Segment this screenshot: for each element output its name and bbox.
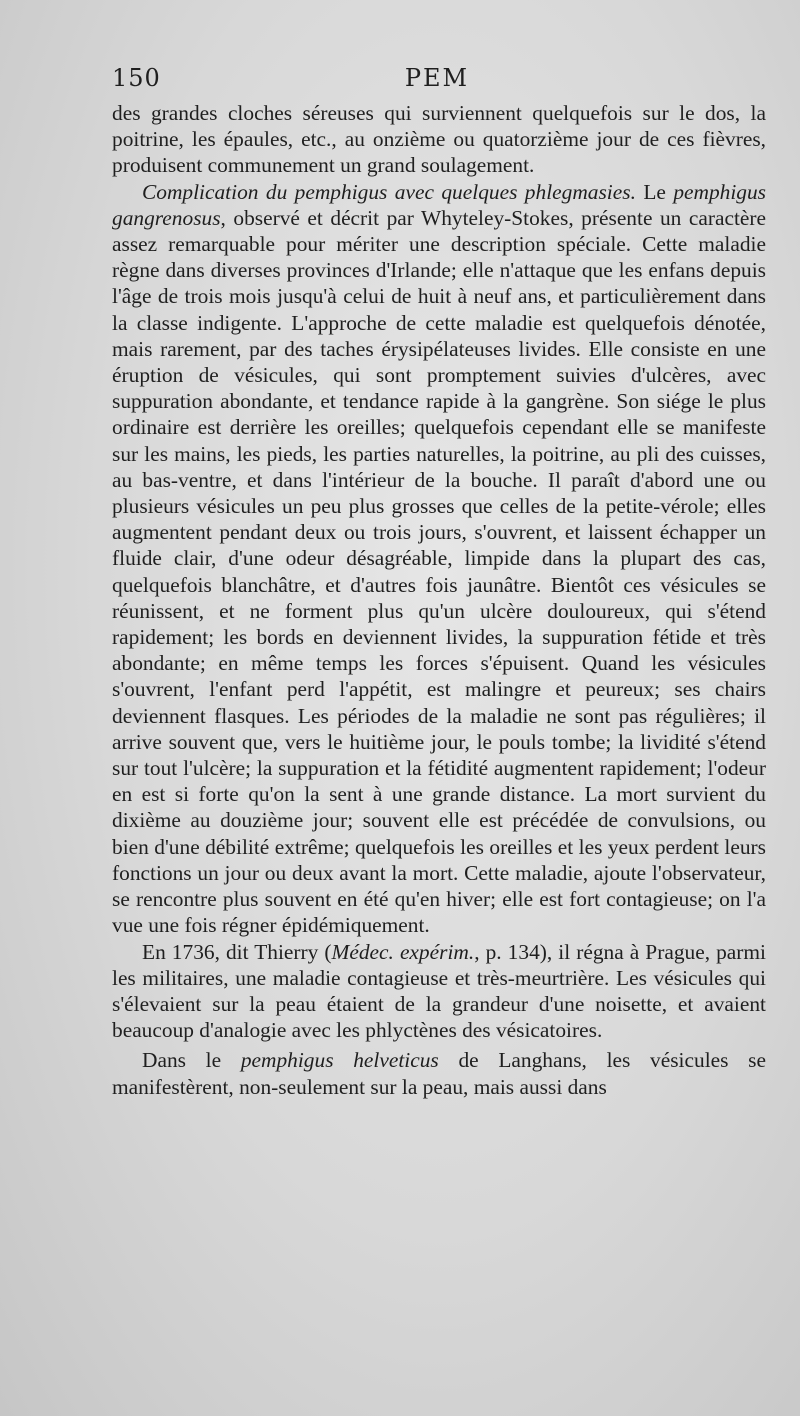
- paragraph-langhans: [112, 1047, 766, 1099]
- text-run: , p. 134), il régna à Prague, parmi les militaires, une maladie contagieuse et très-meurtrière. Les vésicules qui s'élevaient sur la peau étaient de la grandeur d'une noisette, et avaient beaucoup d'analogie avec les phlyctènes des vésicatoires.: [112, 939, 766, 1043]
- citation-title: Médec. expérim.: [331, 939, 475, 964]
- page-number: 150: [112, 64, 161, 92]
- text-run: En 1736, dit Thierry (: [142, 939, 332, 964]
- page-header: [112, 64, 762, 94]
- italic-term: pemphigus helveticus: [240, 1048, 439, 1073]
- text-run: des grandes cloches séreuses qui surviennent quelquefois sur le dos, la poitrine, les épaules, etc., au onzième ou quatorzième jour de ces fièvres, produisent communement un grand soulagement.: [112, 101, 766, 178]
- italic-term: pemphigus gangrenosus: [112, 179, 766, 230]
- text-run: Dans le: [142, 1048, 241, 1073]
- page-body: [112, 100, 766, 1100]
- text-run: de Langhans, les vésicules se manifestèrent, non-seulement sur la peau, mais aussi dans: [112, 1048, 766, 1099]
- section-heading: Complication du pemphigus avec quelques phlegmasies.: [142, 179, 636, 204]
- running-head: PEM: [404, 64, 470, 92]
- paragraph-complication: [112, 179, 766, 939]
- paragraph-thierry: [112, 939, 766, 1044]
- text-run: Le: [635, 179, 674, 204]
- text-run: , observé et décrit par Whyteley-Stokes, présente un caractère assez remarquable pour mériter une description spéciale. Cette maladie règne dans diverses provinces d'Irlande; elle n'attaque que les enfans depuis l'âge de trois mois jusqu'à celui de huit à neuf ans, et particulièrement dans la classe indigente. L'approche de cette maladie est quelquefois dénotée, mais rarement, par des taches érysipélateuses livides. Elle consiste en une éruption de vésicules, qui sont promptement suivies d'ulcères, avec suppuration abondante, et tendance rapide à la gangrène. Son siége le plus ordinaire est derrière les oreilles; quelquefois cependant elle se manifeste sur les mains, les pieds, les parties naturelles, la poitrine, au pli des cuisses, au bas-ventre, et dans l'intérieur de la bouche. Il paraît d'abord une ou plusieurs vésicules un peu plus grosses que celles de la petite-vérole; elles augmentent pendant deux ou trois jours, s'ouvrent, et laissent échapper un fluide clair, d'une odeur désagréable, limpide dans la plupart des cas, quelquefois blanchâtre, et d'autres fois jaunâtre. Bientôt ces vésicules se réunissent, et ne forment plus qu'un ulcère douloureux, qui s'étend rapidement; les bords en deviennent livides, la suppuration fétide et très abondante; en même temps les forces s'épuisent. Quand les vésicules s'ouvrent, l'enfant perd l'appétit, est malingre et peureux; ses chairs deviennent flasques. Les périodes de la maladie ne sont pas régulières; il arrive souvent que, vers le huitième jour, le pouls tombe; la lividité s'étend sur tout l'ulcère; la suppuration et la fétidité augmentent rapidement; l'odeur en est si forte qu'on la sent à une grande distance. La mort survient du dixième au douzième jour; souvent elle est précédée de convulsions, ou bien d'une débilité extrême; quelquefois les oreilles et les yeux perdent leurs fonctions un jour ou deux avant la mort. Cette maladie, ajoute l'observateur, se rencontre plus souvent en été qu'en hiver; elle est fort contagieuse; on l'a vue une fois régner épidémiquement.: [112, 205, 766, 938]
- paragraph-continuation: [112, 100, 766, 179]
